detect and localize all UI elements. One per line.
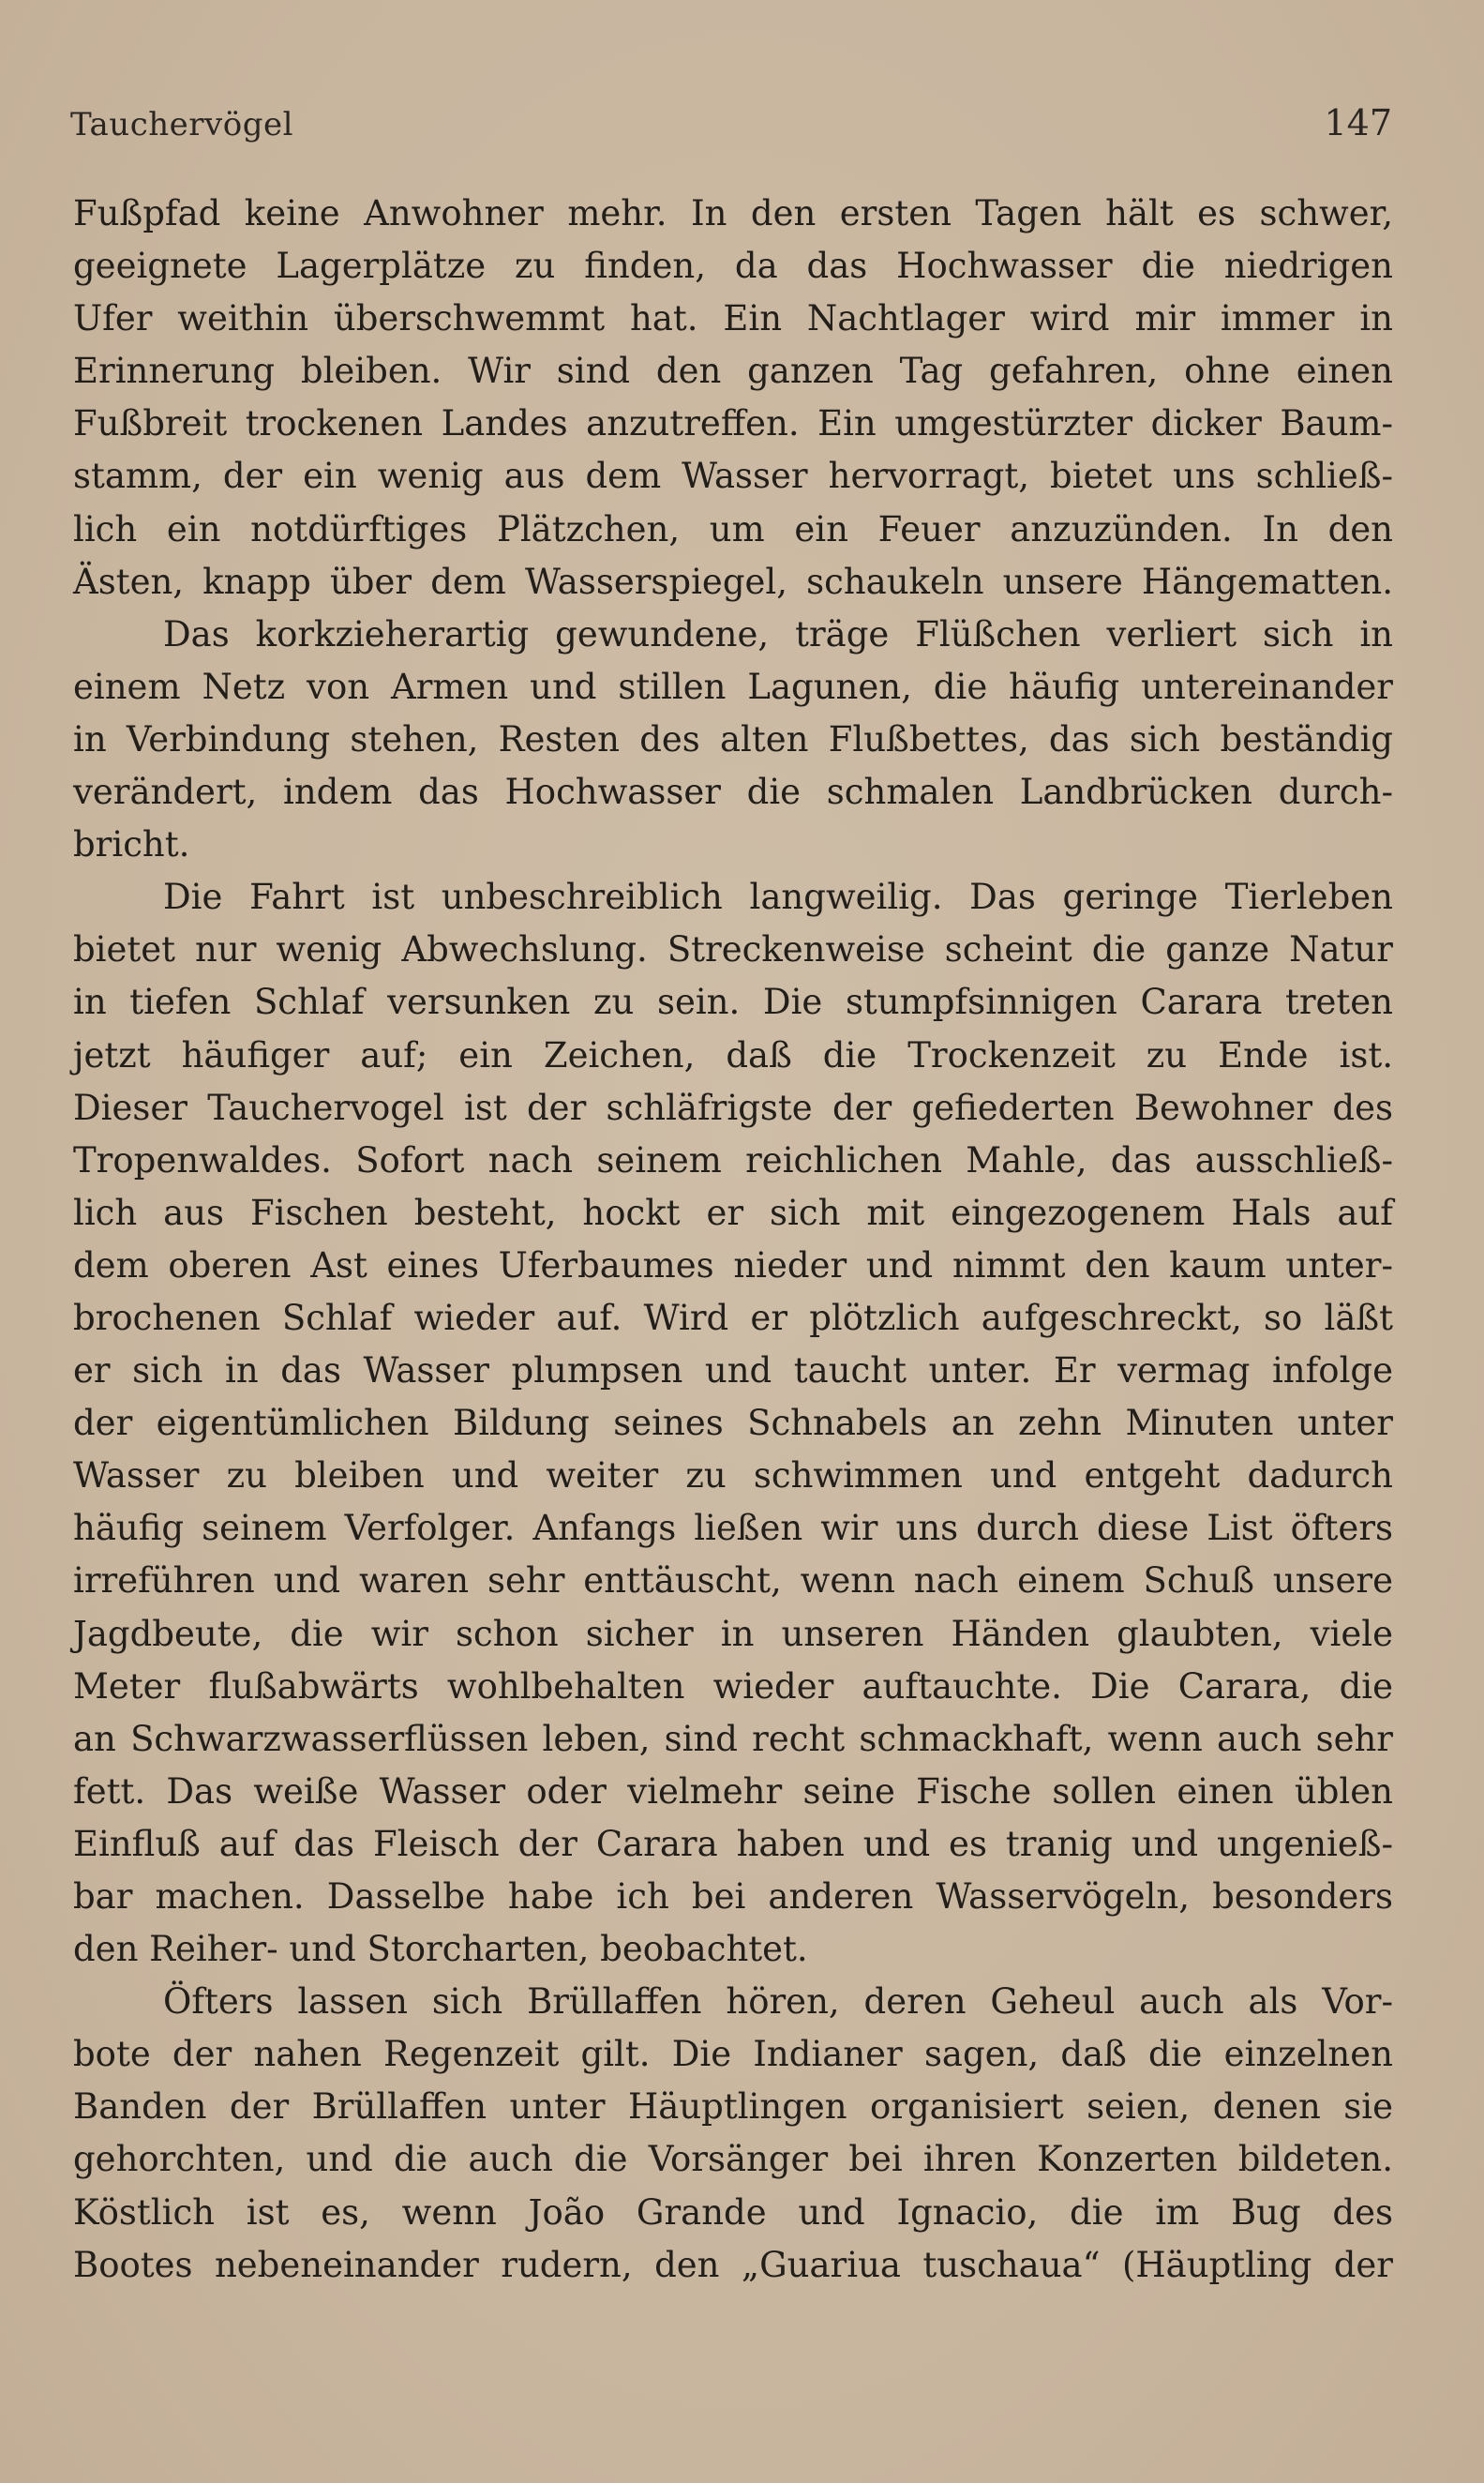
text-line: lich aus Fischen besteht, hockt er sich mit eingezogenem Hals auf — [73, 1192, 1393, 1233]
text-line: Banden der Brüllaffen unter Häuptlingen organisiert seien, denen sie — [73, 2086, 1393, 2128]
text-line: Fußpfad keine Anwohner mehr. In den ersten Tagen hält es schwer, — [73, 193, 1393, 233]
page-number: 147 — [1324, 102, 1392, 143]
text-line: Die Fahrt ist unbeschreiblich langweilig. Das geringe Tierleben — [163, 877, 1393, 918]
text-line: bote der nahen Regenzeit gilt. Die Indianer sagen, daß die einzelnen — [73, 2034, 1393, 2075]
text-line: gehorchten, und die auch die Vorsänger bei ihren Konzerten bildeten. — [73, 2139, 1393, 2180]
text-line: Dieser Tauchervogel ist der schläfrigste der gefiederten Bewohner des — [73, 1087, 1393, 1128]
text-line: häufig seinem Verfolger. Anfangs ließen wir uns durch diese List öfters — [73, 1508, 1393, 1549]
text-line: Ufer weithin überschwemmt hat. Ein Nachtlager wird mir immer in — [73, 298, 1393, 339]
text-line: in tiefen Schlaf versunken zu sein. Die stumpfsinnigen Carara treten — [73, 982, 1393, 1023]
text-line: den Reiher- und Storcharten, beobachtet. — [73, 1929, 808, 1970]
text-line: bar machen. Dasselbe habe ich bei anderen Wasservögeln, besonders — [73, 1876, 1393, 1917]
text-line: Fußbreit trockenen Landes anzutreffen. Ein umgestürzter dicker Baum- — [73, 403, 1393, 444]
text-line: in Verbindung stehen, Resten des alten Flußbettes, das sich beständig — [73, 718, 1393, 760]
text-line: Bootes nebeneinander rudern, den „Guariua tuschaua“ (Häuptling der — [73, 2244, 1393, 2285]
text-line: lich ein notdürftiges Plätzchen, um ein Feuer anzuzünden. In den — [73, 508, 1393, 549]
body-text — [73, 188, 1393, 2292]
paragraph — [73, 188, 1393, 609]
text-line: Köstlich ist es, wenn João Grande und Ignacio, die im Bug des — [73, 2191, 1393, 2233]
text-line: fett. Das weiße Wasser oder vielmehr seine Fische sollen einen üblen — [73, 1770, 1393, 1812]
text-line: Jagdbeute, die wir schon sicher in unseren Händen glaubten, viele — [73, 1613, 1393, 1654]
text-line: brochenen Schlaf wieder auf. Wird er plötzlich aufgeschreckt, so läßt — [73, 1297, 1393, 1338]
text-line: Das korkzieherartig gewundene, träge Flüßchen verliert sich in — [163, 613, 1393, 655]
text-line: Meter flußabwärts wohlbehalten wieder auftauchte. Die Carara, die — [73, 1665, 1393, 1707]
paragraph — [73, 609, 1393, 871]
text-line: an Schwarzwasserflüssen leben, sind recht schmackhaft, wenn auch sehr — [73, 1718, 1393, 1759]
text-line: Erinnerung bleiben. Wir sind den ganzen Tag gefahren, ohne einen — [73, 351, 1393, 392]
text-line: dem oberen Ast eines Uferbaumes nieder und nimmt den kaum unter- — [73, 1244, 1393, 1286]
text-line: Tropenwaldes. Sofort nach seinem reichlichen Mahle, das ausschließ- — [73, 1139, 1393, 1181]
text-line: bricht. — [73, 824, 190, 865]
text-line: stamm, der ein wenig aus dem Wasser hervorragt, bietet uns schließ- — [73, 456, 1393, 497]
paragraph — [73, 871, 1393, 1976]
text-line: er sich in das Wasser plumpsen und taucht unter. Er vermag infolge — [73, 1350, 1393, 1392]
text-line: irreführen und waren sehr enttäuscht, wenn nach einem Schuß unsere — [73, 1560, 1393, 1602]
text-line: Öfters lassen sich Brüllaffen hören, deren Geheul auch als Vor- — [163, 1981, 1393, 2023]
text-line: Wasser zu bleiben und weiter zu schwimmen und entgeht dadurch — [73, 1455, 1393, 1497]
text-line: Einfluß auf das Fleisch der Carara haben und es tranig und ungenieß- — [73, 1823, 1393, 1864]
text-line: jetzt häufiger auf; ein Zeichen, daß die Trockenzeit zu Ende ist. — [73, 1034, 1393, 1076]
text-line: geeignete Lagerplätze zu finden, da das Hochwasser die niedrigen — [73, 246, 1393, 287]
text-line: der eigentümlichen Bildung seines Schnabels an zehn Minuten unter — [73, 1403, 1393, 1444]
page-header — [70, 98, 1392, 155]
text-line: Ästen, knapp über dem Wasserspiegel, schaukeln unsere Hängematten. — [73, 561, 1393, 602]
text-line: verändert, indem das Hochwasser die schmalen Landbrücken durch- — [73, 772, 1393, 813]
text-line: einem Netz von Armen und stillen Lagunen, die häufig untereinander — [73, 666, 1393, 707]
paragraph — [73, 1976, 1393, 2292]
text-line: bietet nur wenig Abwechslung. Streckenweise scheint die ganze Natur — [73, 929, 1393, 971]
running-title: Tauchervögel — [70, 106, 293, 143]
